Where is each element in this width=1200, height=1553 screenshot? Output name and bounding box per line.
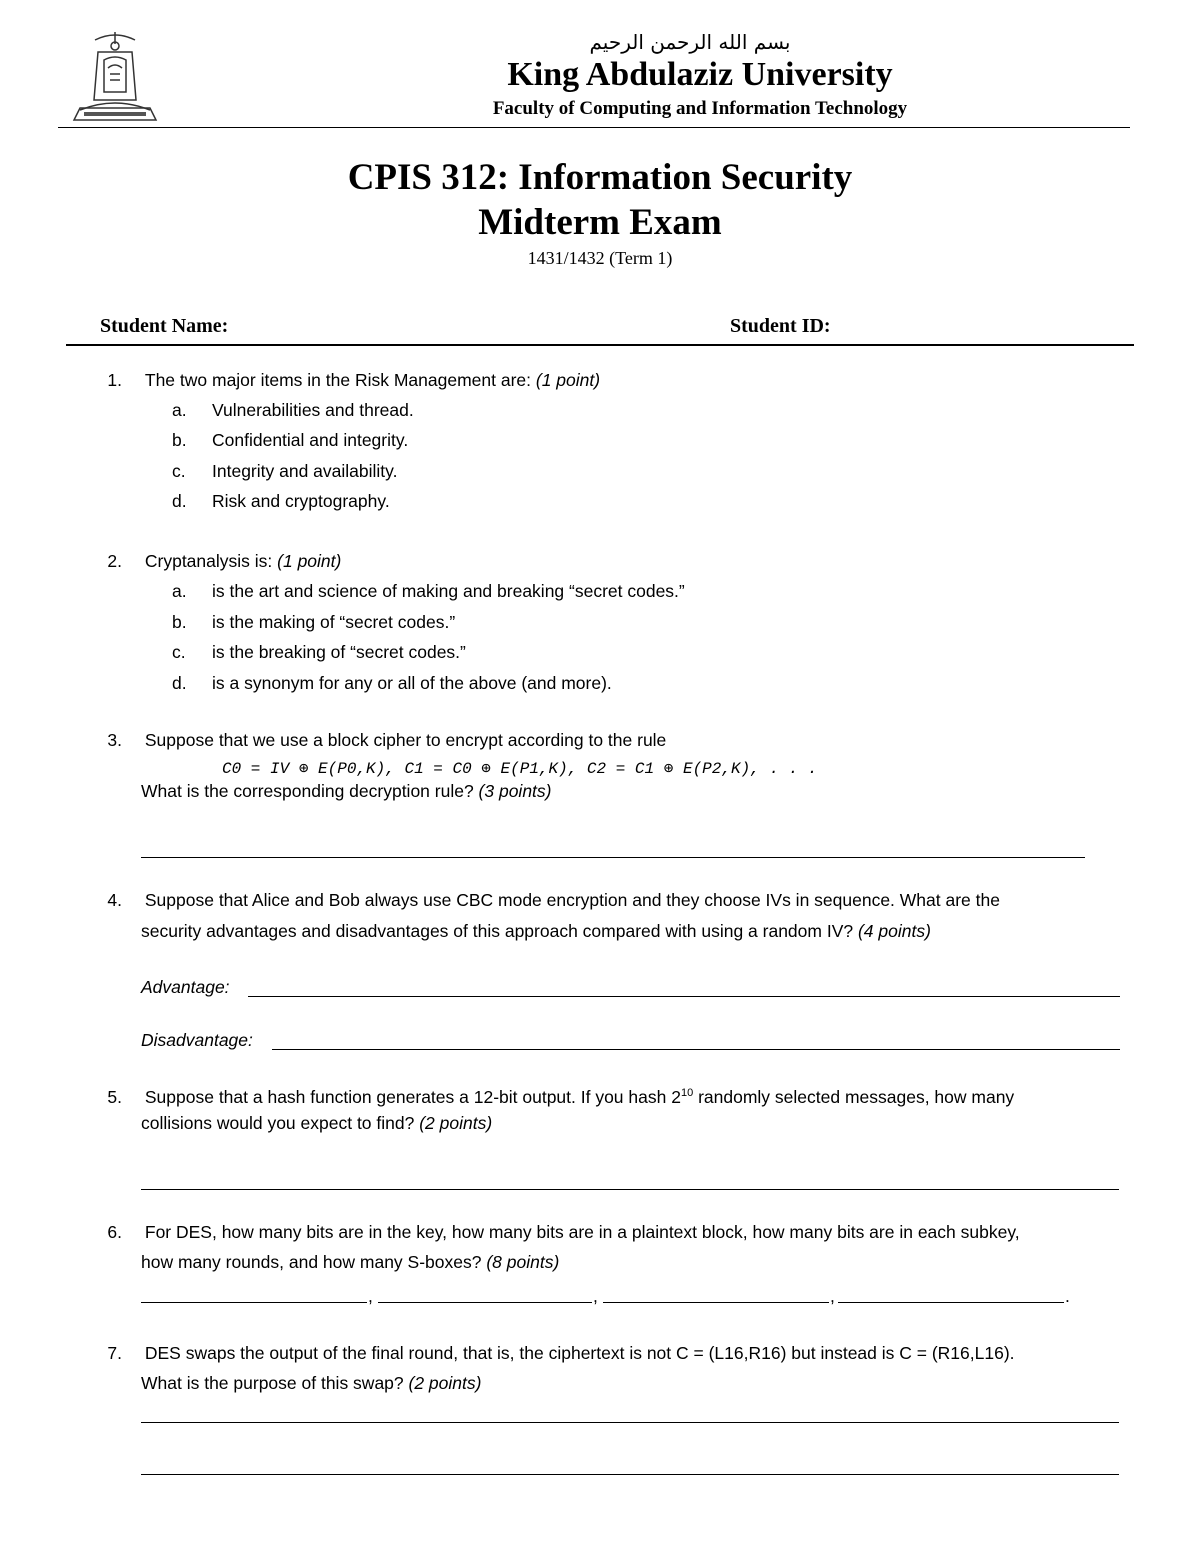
university-name: King Abdulaziz University — [507, 56, 893, 93]
separator: , — [830, 1286, 835, 1306]
student-divider — [66, 344, 1134, 346]
question-text: What is the corresponding decryption rule? — [141, 781, 479, 801]
question-4-line2 — [141, 916, 931, 946]
option-letter: b. — [172, 430, 187, 450]
question-text: Suppose that we use a block cipher to encrypt according to the rule — [144, 730, 667, 750]
option-1a[interactable] — [172, 395, 414, 425]
question-points: (2 points) — [408, 1373, 482, 1393]
option-1b[interactable] — [172, 425, 408, 455]
encryption-formula: C0 = IV ⊕ E(P0,K), C1 = C0 ⊕ E(P1,K), C2 = C1 ⊕ E(P2,K), . . . — [222, 760, 818, 778]
option-text: Confidential and integrity. — [212, 430, 409, 450]
option-1d[interactable] — [172, 486, 390, 516]
question-number: 2. — [107, 551, 122, 571]
course-title: CPIS 312: Information Security — [347, 157, 853, 198]
answer-line[interactable] — [141, 1474, 1119, 1475]
option-2d[interactable] — [172, 668, 612, 698]
question-text: collisions would you expect to find? — [141, 1113, 420, 1133]
question-4 — [92, 885, 1000, 915]
option-text: is the art and science of making and breaking “secret codes.” — [212, 581, 685, 601]
question-7 — [92, 1338, 1015, 1368]
question-text: For DES, how many bits are in the key, how many bits are in a plaintext block, how many bits are in each subkey, — [144, 1222, 1020, 1242]
separator: , — [368, 1286, 373, 1306]
question-3 — [92, 725, 666, 755]
question-1 — [92, 365, 600, 395]
question-text: What is the purpose of this swap? — [141, 1373, 409, 1393]
option-text: Risk and cryptography. — [212, 491, 390, 511]
advantage-label: Advantage: — [141, 977, 230, 997]
question-text: Cryptanalysis is: — [144, 551, 278, 571]
option-1c[interactable] — [172, 456, 397, 486]
question-points: (1 point) — [277, 551, 342, 571]
question-6 — [92, 1217, 1020, 1247]
answer-line[interactable] — [141, 857, 1085, 858]
advantage-answer-line[interactable] — [248, 996, 1120, 997]
question-5-line2 — [141, 1108, 492, 1138]
option-letter: a. — [172, 400, 187, 420]
exam-term: 1431/1432 (Term 1) — [527, 248, 673, 268]
answer-line[interactable] — [141, 1422, 1119, 1423]
question-points: (2 points) — [419, 1113, 493, 1133]
option-2c[interactable] — [172, 637, 466, 667]
subkey-bits-blank[interactable] — [603, 1302, 829, 1303]
answer-line[interactable] — [141, 1189, 1119, 1190]
exponent: 10 — [680, 1087, 694, 1099]
option-text: is the making of “secret codes.” — [212, 612, 456, 632]
faculty-name: Faculty of Computing and Information Technology — [492, 98, 908, 119]
student-id-label: Student ID: — [730, 315, 831, 337]
question-points: (4 points) — [857, 921, 931, 941]
disadvantage-answer-line[interactable] — [272, 1049, 1120, 1050]
exam-title: Midterm Exam — [478, 202, 722, 243]
question-3-line2 — [141, 776, 552, 806]
option-letter: b. — [172, 612, 187, 632]
separator: . — [1065, 1286, 1070, 1306]
question-number: 7. — [107, 1343, 122, 1363]
option-text: is a synonym for any or all of the above (and more). — [212, 673, 612, 693]
option-text: Vulnerabilities and thread. — [212, 400, 414, 420]
question-number: 3. — [107, 730, 122, 750]
question-text: DES swaps the output of the final round, that is, the ciphertext is not C = (L16,R16) but instead is C = (R16,L16). — [144, 1343, 1015, 1363]
option-letter: c. — [172, 461, 186, 481]
question-2 — [92, 546, 341, 576]
question-5 — [92, 1078, 1014, 1112]
question-text: Suppose that a hash function generates a 12-bit output. If you hash 2 — [144, 1086, 681, 1107]
question-text: The two major items in the Risk Management are: — [144, 370, 536, 390]
question-6-line2 — [141, 1247, 559, 1277]
question-number: 6. — [107, 1222, 122, 1242]
option-2b[interactable] — [172, 607, 455, 637]
question-text: Suppose that Alice and Bob always use CBC mode encryption and they choose IVs in sequence. What are the — [144, 890, 1000, 910]
question-text: randomly selected messages, how many — [693, 1086, 1015, 1107]
question-points: (8 points) — [486, 1252, 560, 1272]
option-2a[interactable] — [172, 576, 685, 606]
option-letter: c. — [172, 642, 186, 662]
option-text: is the breaking of “secret codes.” — [212, 642, 466, 662]
key-bits-blank[interactable] — [141, 1302, 367, 1303]
option-letter: d. — [172, 673, 187, 693]
question-text: security advantages and disadvantages of this approach compared with using a random IV? — [141, 921, 858, 941]
question-number: 5. — [107, 1086, 122, 1107]
question-points: (3 points) — [478, 781, 552, 801]
bismillah: بسم الله الرحمن الرحيم — [589, 30, 791, 54]
disadvantage-label: Disadvantage: — [141, 1030, 253, 1050]
option-letter: a. — [172, 581, 187, 601]
student-name-label: Student Name: — [100, 315, 229, 337]
question-number: 4. — [107, 890, 122, 910]
question-7-line2 — [141, 1368, 481, 1398]
question-text: how many rounds, and how many S-boxes? — [141, 1252, 487, 1272]
question-points: (1 point) — [535, 370, 601, 390]
university-logo — [70, 30, 160, 126]
header-divider — [58, 127, 1130, 128]
block-bits-blank[interactable] — [378, 1302, 592, 1303]
option-letter: d. — [172, 491, 187, 511]
question-number: 1. — [107, 370, 122, 390]
separator: , — [593, 1286, 598, 1306]
option-text: Integrity and availability. — [212, 461, 398, 481]
rounds-sboxes-blank[interactable] — [838, 1302, 1064, 1303]
